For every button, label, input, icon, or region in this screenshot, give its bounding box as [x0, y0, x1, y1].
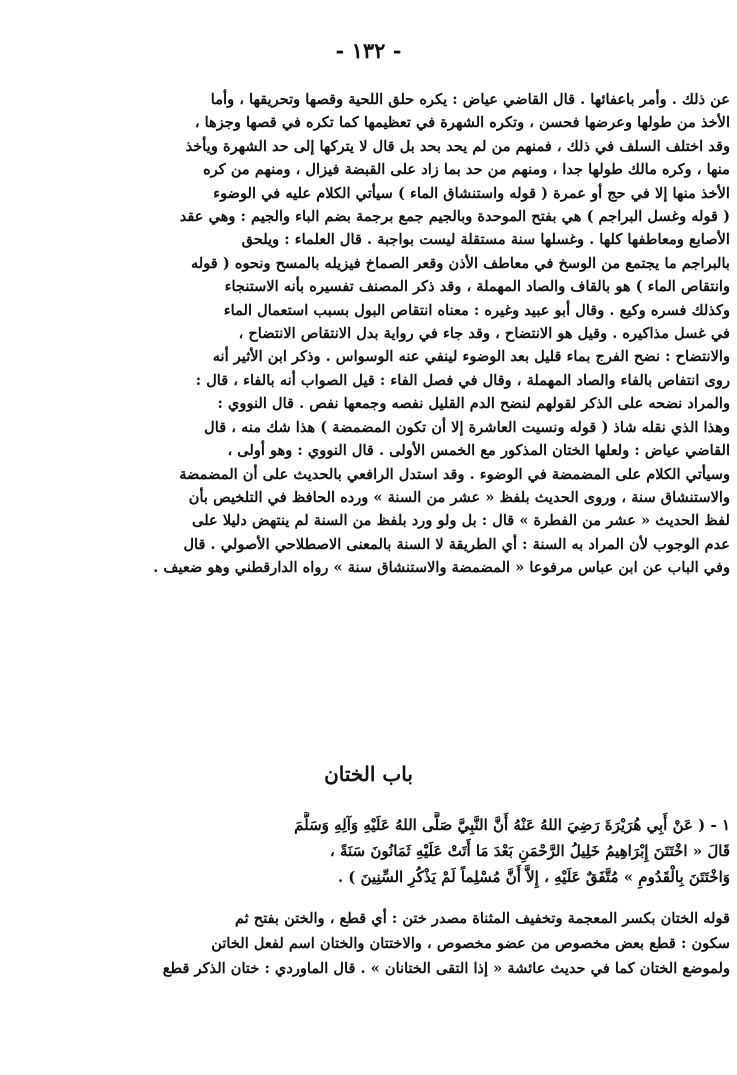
- text-line: القاضي عياض : ولعلها الختان المذكور مع الخمس الأولى . قال النووي : وهو أولى ،: [227, 442, 730, 460]
- commentary-paragraph: [100, 88, 730, 580]
- hadith-text: [100, 812, 730, 890]
- text-line: منها ، وكره مالك طولها جدا ، ومنهم من حد بما زاد على القبضة فيزال ، ومنهم من كره: [203, 161, 730, 179]
- text-line: والمراد نضحه على الذكر لقولهم لنضح الدم القليل نفصه وجمعها نفص . قال النووي :: [217, 395, 730, 413]
- text-line: عن ذلك . وأمر باعفائها . قال القاضي عياض : يكره حلق اللحية وقصها وتحريقها ، وأما: [210, 91, 730, 108]
- text-line: والاستنشاق سنة ، وروى الحديث بلفظ « عشر من السنة » ورده الحافظ في التلخيص بأن: [188, 488, 730, 506]
- text-line: وكذلك فسره وكيع . وقال أبو عبيد وغيره : معناه انتقاص البول بسبب استعمال الماء: [223, 301, 730, 319]
- text-line: لفظ الحديث « عشر من الفطرة » قال : بل ولو ورد بلفظ من السنة لم ينتهض دليلا على: [192, 512, 730, 530]
- hadith-line: وَاخْتَتَنَ بِالْقَدُومِ » مُتَّفَقٌ عَلَيْهِ ، إِلاَّ أَنَّ مُسْلِماً لَمْ يَذْكُرِ السِّنِينَ ) .: [337, 868, 730, 886]
- text-line: وانتقاص الماء ) هو بالقاف والصاد المهملة ، وقد ذكر المصنف تفسيره بأنه الاستنجاء: [224, 278, 730, 296]
- text-line: الأصابع ومعاطفها كلها . وغسلها سنة مستقلة ليست بواجبة . قال العلماء : ويلحق: [241, 231, 730, 249]
- text-line: الأخذ منها إلا في حج أو عمرة ( قوله واستنشاق الماء ) سيأتي الكلام عليه في الوضوء: [213, 184, 730, 202]
- text-line: وهذا الذي نقله شاذ ( قوله ونسيت العاشرة إلا أن تكون المضمضة ) هذا شك منه ، قال: [204, 418, 730, 436]
- text-line: بالبراجم ما يجتمع من الوسخ في معاطف الأذن وقعر الصماخ فيزيله بالمسح ونحوه ( قوله: [190, 254, 730, 272]
- page-number: - ١٣٢ -: [335, 38, 402, 63]
- text-line: وفي الباب عن ابن عباس مرفوعا « المضمضة والاستنشاق سنة » رواه الدارقطني وهو ضعيف .: [153, 559, 730, 577]
- text-line: ( قوله وغسل البراجم ) هي بفتح الموحدة وبالجيم جمع برجمة بضم الباء والجيم : وهي عقد: [179, 208, 730, 226]
- text-line: الأخذ من طولها وعرضها فحسن ، وتكره الشهرة في تعظيمها كما تكره في قصها وجزها ،: [194, 114, 730, 132]
- text-line: عدم الوجوب لأن المراد به السنة : أي الطريقة لا السنة بالمعنى الاصطلاحي الأصولي . قال: [183, 535, 730, 553]
- text-line: روى انتفاص بالفاء والصاد المهملة ، وقال في فصل الفاء : قيل الصواب أنه بالفاء ، قال :: [195, 371, 730, 389]
- hadith-line: ١ - ( عَنْ أَبِي هُرَيْرَةَ رَضِيَ اللهُ عَنْهُ أَنَّ النَّبِيَّ صَلَّى اللهُ عَلَيْهِ وَآلِهِ وَسَلَّمَ: [294, 816, 730, 834]
- chapter-title: باب الختان: [324, 762, 413, 786]
- text-line: وسيأتي الكلام على المضمضة في الوضوء . وقد استدل الرافعي بالحديث على أن المضمضة: [179, 465, 730, 483]
- text-line: والانتضاح : نضح الفرج بماء قليل بعد الوضوء لينفي عنه الوسواس . وذكر ابن الأثير أنه: [212, 348, 730, 366]
- text-line: ولموضع الختان كما في حديث عائشة « إذا التقى الختانان » . قال الماوردي : ختان الذكر قطع: [162, 960, 730, 977]
- text-line: في غسل مذاكيره . وقيل هو الانتضاح ، وقد جاء في رواية بدل الانتقاص الانتضاح ،: [238, 325, 730, 343]
- text-line: وقد اختلف السلف في ذلك ، فمنهم من لم يحد بحد بل قال لا يتركها إلى حد الشهرة ويأخذ: [185, 137, 730, 155]
- text-line: قوله الختان بكسر المعجمة وتخفيف المثناة مصدر ختن : أي قطع ، والختن بفتح ثم: [234, 910, 730, 927]
- commentary-paragraph-2: [100, 906, 730, 981]
- hadith-line: قَالَ « اخْتَتَنَ إِبْرَاهِيمُ خَلِيلُ الرَّحْمَنِ بَعْدَ مَا أَتَتْ عَلَيْهِ ثَمَانُونَ سَنَةً ،: [329, 842, 730, 860]
- text-line: سكون : قطع بعض مخصوص من عضو مخصوص ، والاختتان والختان اسم لفعل الخاتن: [211, 935, 730, 952]
